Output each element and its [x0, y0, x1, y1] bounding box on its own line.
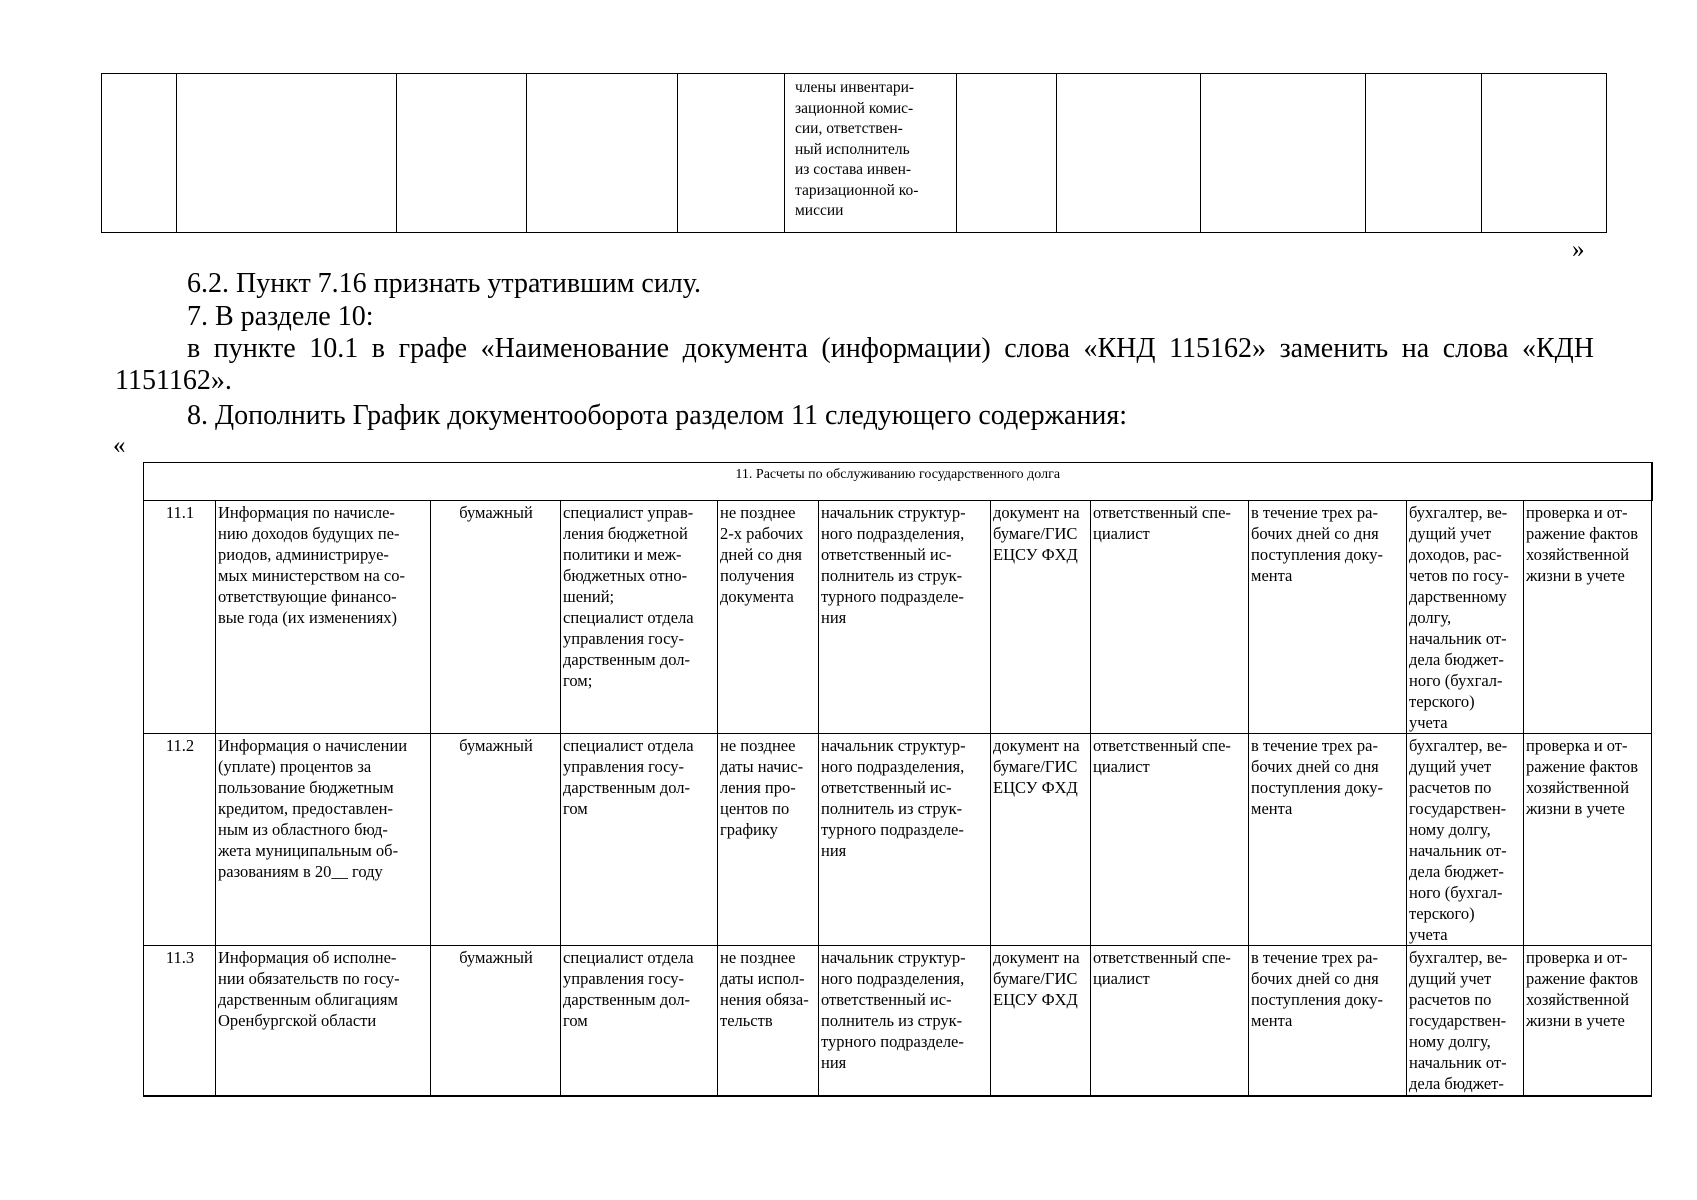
- row-number: 11.2: [144, 734, 216, 946]
- form-cell: бумажный: [431, 501, 561, 734]
- deadline-cell: не позднее 2-х рабочих дней со дня получения документа: [718, 501, 819, 734]
- row-number: 11.1: [144, 501, 216, 734]
- table-cell: [957, 74, 1057, 233]
- document-name-cell: Информация об исполне- нии обязательств по госу- дарственным облигациям Оренбургской области: [216, 946, 431, 1097]
- section-header-row: [144, 463, 1652, 501]
- table-cell: [527, 74, 678, 233]
- transfer-method-cell: документ на бумаге/ГИС ЕЦСУ ФХД: [991, 946, 1091, 1097]
- signer-cell: начальник структур- ного подразделения, ответственный ис- полнитель из струк- турного подразделе- ния: [819, 501, 991, 734]
- preparer-cell: специалист управ- ления бюджетной политики и меж- бюджетных отно- шений; специалист отдела управления госу- дарственным дол- гом;: [561, 501, 718, 734]
- document-name-cell: Информация по начисле- нию доходов будущих пе- риодов, администрируе- мых министерством на со- ответствующие финансо- вые года (их изменениях): [216, 501, 431, 734]
- accountant-cell: бухгалтер, ве- дущий учет расчетов по государствен- ному долгу, начальник от- дела бюджет- ного (бухгал- терского) учета: [1407, 734, 1524, 946]
- purpose-cell: проверка и от- ражение фактов хозяйственной жизни в учете: [1524, 734, 1652, 946]
- previous-table-fragment: [101, 73, 1607, 233]
- row-number: 11.3: [144, 946, 216, 1097]
- deadline-cell: не позднее даты испол- нения обяза- тельств: [718, 946, 819, 1097]
- term-cell: в течение трех ра- бочих дней со дня поступления доку- мента: [1249, 734, 1407, 946]
- table-cell: [177, 74, 397, 233]
- table-cell: [1057, 74, 1201, 233]
- opening-quote: «: [113, 432, 126, 459]
- table-row: [102, 74, 1607, 233]
- preparer-cell: специалист отдела управления госу- дарственным дол- гом: [561, 946, 718, 1097]
- form-cell: бумажный: [431, 946, 561, 1097]
- table-cell: [678, 74, 785, 233]
- preparer-cell: специалист отдела управления госу- дарственным дол- гом: [561, 734, 718, 946]
- recipient-cell: ответственный спе- циалист: [1091, 501, 1249, 734]
- paragraph-6-2: 6.2. Пункт 7.16 признать утратившим силу.: [187, 268, 701, 299]
- table-cell: [1366, 74, 1482, 233]
- form-cell: бумажный: [431, 734, 561, 946]
- deadline-cell: не позднее даты начис- ления про- центов по графику: [718, 734, 819, 946]
- accountant-cell: бухгалтер, ве- дущий учет расчетов по государствен- ному долгу, начальник от- дела бюджет-: [1407, 946, 1524, 1097]
- table-cell: [397, 74, 527, 233]
- schedule-table: [143, 462, 1653, 1097]
- transfer-method-cell: документ на бумаге/ГИС ЕЦСУ ФХД: [991, 734, 1091, 946]
- signer-cell: начальник структур- ного подразделения, ответственный ис- полнитель из струк- турного подразделе- ния: [819, 734, 991, 946]
- purpose-cell: проверка и от- ражение фактов хозяйственной жизни в учете: [1524, 946, 1652, 1097]
- purpose-cell: проверка и от- ражение фактов хозяйственной жизни в учете: [1524, 501, 1652, 734]
- term-cell: в течение трех ра- бочих дней со дня поступления доку- мента: [1249, 946, 1407, 1097]
- table-cell: [1482, 74, 1607, 233]
- recipient-cell: ответственный спе- циалист: [1091, 946, 1249, 1097]
- table-cell: [102, 74, 177, 233]
- paragraph-7: 7. В разделе 10:: [187, 301, 374, 332]
- transfer-method-cell: документ на бумаге/ГИС ЕЦСУ ФХД: [991, 501, 1091, 734]
- closing-quote: »: [1572, 236, 1585, 263]
- table-row: [144, 501, 1652, 734]
- table-row: [144, 734, 1652, 946]
- table-cell: члены инвентари- зационной комис- сии, ответствен- ный исполнитель из состава инвен- таризационной ко- миссии: [785, 74, 957, 233]
- accountant-cell: бухгалтер, ве- дущий учет доходов, рас- четов по госу- дарственному долгу, начальник от- дела бюджет- ного (бухгал- терского) учета: [1407, 501, 1524, 734]
- recipient-cell: ответственный спе- циалист: [1091, 734, 1249, 946]
- document-name-cell: Информация о начислении (уплате) процентов за пользование бюджетным кредитом, предоставлен- ным из областного бюд- жета муниципальным об- разованиям в 20__ году: [216, 734, 431, 946]
- section-title: 11. Расчеты по обслуживанию государственного долга: [144, 463, 1652, 501]
- signer-cell: начальник структур- ного подразделения, ответственный ис- полнитель из струк- турного подразделе- ния: [819, 946, 991, 1097]
- table-row: [144, 946, 1652, 1097]
- table-cell: [1201, 74, 1366, 233]
- paragraph-8: 8. Дополнить График документооборота разделом 11 следующего содержания:: [187, 400, 1128, 431]
- paragraph-7-text: в пункте 10.1 в графе «Наименование документа (информации) слова «КНД 115162» заменить на слова «КДН 1151162».: [115, 333, 1594, 396]
- term-cell: в течение трех ра- бочих дней со дня поступления доку- мента: [1249, 501, 1407, 734]
